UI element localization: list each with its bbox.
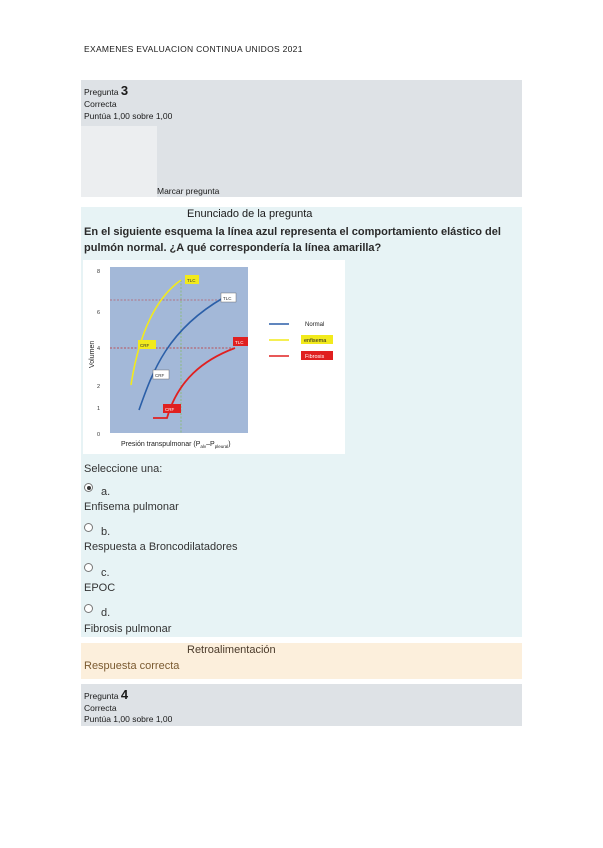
question-number	[84, 687, 128, 702]
option-c-letter[interactable]: c.	[101, 567, 110, 579]
question-number-value: 4	[120, 687, 129, 702]
document-header: EXAMENES EVALUACION CONTINUA UNIDOS 2021	[84, 44, 303, 54]
x-axis-label-main: Presión transpulmonar (P	[121, 441, 201, 448]
flag-question-link[interactable]: Marcar pregunta	[157, 186, 220, 196]
normal-tlc-label: TLC	[223, 296, 232, 301]
option-a-radio[interactable]	[84, 483, 93, 492]
y-tick: 4	[97, 346, 101, 352]
compliance-chart	[83, 260, 345, 454]
legend-fibrosis-label: Fibrosis	[305, 354, 325, 360]
x-axis-subscript-2: pleural	[214, 444, 229, 449]
option-c-radio[interactable]	[84, 563, 93, 572]
option-c-text[interactable]: EPOC	[84, 582, 116, 594]
option-b-text[interactable]: Respuesta a Broncodilatadores	[84, 541, 238, 553]
feedback-panel	[81, 643, 522, 679]
y-tick: 2	[97, 384, 101, 390]
question-label: Pregunta	[84, 691, 119, 701]
x-axis-label-close: )	[228, 441, 231, 448]
enfisema-crf-label: CRF	[140, 343, 150, 348]
y-tick: 1	[97, 406, 101, 412]
legend-enfisema-label: enfisema	[304, 338, 327, 344]
x-axis-subscript-1: alv	[200, 444, 207, 449]
fibrosis-tlc-label: TLC	[235, 340, 244, 345]
feedback-text: Respuesta correcta	[84, 660, 180, 672]
enfisema-tlc-label: TLC	[187, 278, 196, 283]
statement-title: Enunciado de la pregunta	[187, 208, 313, 220]
question-4-info	[81, 684, 522, 726]
compliance-figure	[83, 260, 345, 454]
question-label: Pregunta	[84, 87, 119, 97]
question-state: Correcta	[84, 99, 117, 109]
option-b-radio[interactable]	[84, 523, 93, 532]
question-grade: Puntúa 1,00 sobre 1,00	[84, 111, 173, 121]
question-content	[81, 207, 522, 637]
normal-crf-label: CRF	[155, 373, 165, 378]
fibrosis-crf-label: CRF	[165, 407, 175, 412]
x-axis-label	[121, 441, 231, 449]
option-d-text[interactable]: Fibrosis pulmonar	[84, 623, 172, 635]
y-tick: 8	[97, 269, 101, 275]
feedback-title: Retroalimentación	[187, 644, 276, 656]
option-d-letter[interactable]: d.	[101, 607, 111, 619]
question-state: Correcta	[84, 703, 117, 713]
question-info-panel	[81, 126, 157, 197]
answer-prompt: Seleccione una:	[84, 463, 163, 475]
y-tick: 6	[97, 310, 101, 316]
x-axis-label-mid: –P	[206, 441, 215, 448]
option-a-letter[interactable]: a.	[101, 486, 111, 498]
option-a-text[interactable]: Enfisema pulmonar	[84, 501, 179, 513]
y-tick: 0	[97, 432, 101, 438]
question-grade: Puntúa 1,00 sobre 1,00	[84, 714, 173, 724]
legend-normal-label: Normal	[305, 322, 325, 328]
option-d-radio[interactable]	[84, 604, 93, 613]
question-number	[84, 83, 128, 98]
y-axis-label: Volumen	[89, 340, 96, 368]
option-b-letter[interactable]: b.	[101, 526, 111, 538]
question-text: En el siguiente esquema la línea azul representa el comportamiento elástico del pulmón normal. ¿A qué correspondería la línea amarilla?	[84, 226, 501, 254]
question-3-info	[81, 80, 522, 197]
question-number-value: 3	[120, 83, 129, 98]
